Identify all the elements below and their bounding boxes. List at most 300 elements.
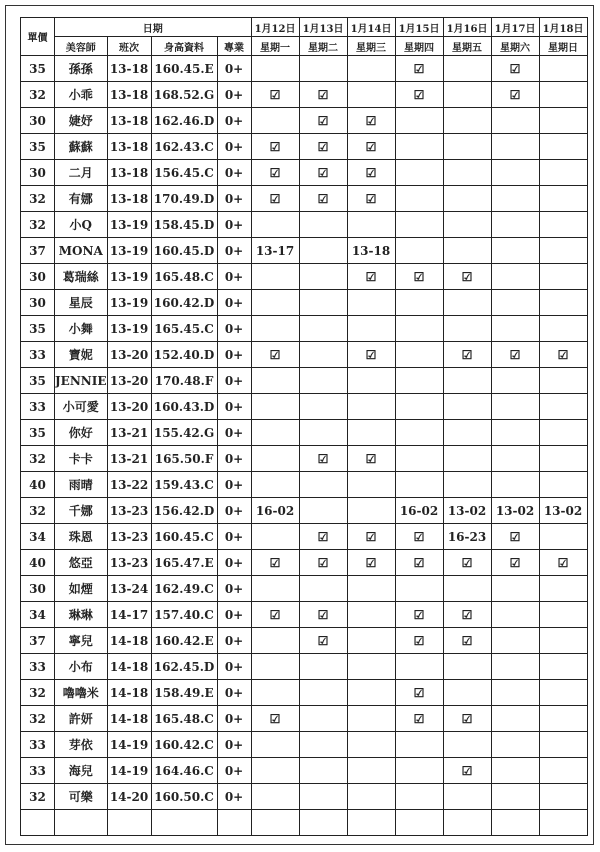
stylist-name-cell: MONA xyxy=(55,238,108,264)
measure-cell: 162.46.D xyxy=(151,108,217,134)
price-cell: 32 xyxy=(21,446,55,472)
schedule-cell xyxy=(251,446,299,472)
schedule-cell xyxy=(539,160,587,186)
table-row xyxy=(21,628,588,654)
schedule-cell xyxy=(395,186,443,212)
schedule-cell xyxy=(395,290,443,316)
checkbox-mark-cell: ☑ xyxy=(299,134,347,160)
table-row xyxy=(21,264,588,290)
schedule-cell xyxy=(299,264,347,290)
checkbox-mark-cell: ☑ xyxy=(443,264,491,290)
stylist-name-cell: 孫孫 xyxy=(55,56,108,82)
table-row xyxy=(21,550,588,576)
checkbox-mark-cell: ☑ xyxy=(395,56,443,82)
stylist-name-cell: 有娜 xyxy=(55,186,108,212)
checkbox-mark-cell: ☑ xyxy=(299,550,347,576)
checkbox-mark-cell: ☑ xyxy=(251,160,299,186)
checkbox-mark-cell: ☑ xyxy=(347,342,395,368)
schedule-cell xyxy=(395,212,443,238)
class-cell: 14-18 xyxy=(107,654,151,680)
empty-row xyxy=(21,810,588,836)
table-row xyxy=(21,290,588,316)
specialty-cell: 0+ xyxy=(217,784,251,810)
schedule-cell: 13-17 xyxy=(251,238,299,264)
schedule-cell xyxy=(251,56,299,82)
schedule-cell xyxy=(539,290,587,316)
stylist-name-cell: 芽依 xyxy=(55,732,108,758)
price-cell: 37 xyxy=(21,238,55,264)
specialty-cell: 0+ xyxy=(217,56,251,82)
schedule-cell xyxy=(491,784,539,810)
empty-cell xyxy=(107,810,151,836)
schedule-cell xyxy=(347,602,395,628)
class-cell: 13-19 xyxy=(107,290,151,316)
class-cell: 14-18 xyxy=(107,628,151,654)
measure-cell: 170.49.D xyxy=(151,186,217,212)
table-row xyxy=(21,680,588,706)
specialty-cell: 0+ xyxy=(217,160,251,186)
schedule-cell xyxy=(299,680,347,706)
stylist-name-cell: 寶妮 xyxy=(55,342,108,368)
schedule-cell xyxy=(251,394,299,420)
checkbox-mark-cell: ☑ xyxy=(443,342,491,368)
checkbox-mark-cell: ☑ xyxy=(251,550,299,576)
schedule-cell xyxy=(491,706,539,732)
schedule-cell xyxy=(299,238,347,264)
day-date-header: 1月13日 xyxy=(299,18,347,37)
specialty-cell: 0+ xyxy=(217,290,251,316)
checkbox-mark-cell: ☑ xyxy=(539,550,587,576)
specialty-cell: 0+ xyxy=(217,394,251,420)
date-group-header: 日期 xyxy=(55,18,252,37)
price-cell: 32 xyxy=(21,82,55,108)
schedule-cell xyxy=(443,212,491,238)
schedule-cell xyxy=(299,342,347,368)
schedule-cell xyxy=(395,238,443,264)
specialty-cell: 0+ xyxy=(217,316,251,342)
specialty-cell: 0+ xyxy=(217,186,251,212)
schedule-cell xyxy=(539,238,587,264)
empty-cell xyxy=(491,810,539,836)
schedule-cell xyxy=(443,420,491,446)
schedule-cell xyxy=(251,654,299,680)
schedule-table xyxy=(20,17,588,836)
schedule-cell xyxy=(491,134,539,160)
schedule-cell xyxy=(539,446,587,472)
schedule-cell xyxy=(443,472,491,498)
schedule-cell xyxy=(395,108,443,134)
price-cell: 40 xyxy=(21,550,55,576)
class-cell: 13-24 xyxy=(107,576,151,602)
class-cell: 13-21 xyxy=(107,420,151,446)
schedule-cell xyxy=(539,524,587,550)
schedule-cell xyxy=(539,680,587,706)
price-cell: 33 xyxy=(21,394,55,420)
measure-cell: 162.45.D xyxy=(151,654,217,680)
schedule-cell xyxy=(443,290,491,316)
class-cell: 13-19 xyxy=(107,212,151,238)
checkbox-mark-cell: ☑ xyxy=(299,160,347,186)
schedule-cell xyxy=(251,732,299,758)
schedule-cell xyxy=(395,654,443,680)
schedule-cell xyxy=(539,82,587,108)
class-cell: 13-20 xyxy=(107,394,151,420)
measure-cell: 160.45.C xyxy=(151,524,217,550)
table-row xyxy=(21,186,588,212)
class-cell: 13-18 xyxy=(107,186,151,212)
checkbox-mark-cell: ☑ xyxy=(395,264,443,290)
schedule-cell xyxy=(539,212,587,238)
checkbox-mark-cell: ☑ xyxy=(395,524,443,550)
schedule-cell xyxy=(443,576,491,602)
measure-cell: 158.45.D xyxy=(151,212,217,238)
class-header: 班次 xyxy=(107,37,151,56)
schedule-cell xyxy=(251,264,299,290)
checkbox-mark-cell: ☑ xyxy=(491,524,539,550)
schedule-cell xyxy=(251,628,299,654)
stylist-name-cell: 二月 xyxy=(55,160,108,186)
checkbox-mark-cell: ☑ xyxy=(299,82,347,108)
schedule-cell xyxy=(347,316,395,342)
schedule-cell xyxy=(443,316,491,342)
checkbox-mark-cell: ☑ xyxy=(251,706,299,732)
measure-cell: 160.42.D xyxy=(151,290,217,316)
checkbox-mark-cell: ☑ xyxy=(251,134,299,160)
schedule-cell xyxy=(395,758,443,784)
schedule-cell xyxy=(539,368,587,394)
schedule-cell xyxy=(491,628,539,654)
stylist-name-cell: 你好 xyxy=(55,420,108,446)
schedule-cell xyxy=(539,628,587,654)
table-row xyxy=(21,342,588,368)
class-cell: 13-20 xyxy=(107,368,151,394)
specialty-cell: 0+ xyxy=(217,758,251,784)
price-cell: 35 xyxy=(21,56,55,82)
specialty-cell: 0+ xyxy=(217,680,251,706)
empty-cell xyxy=(395,810,443,836)
empty-cell xyxy=(299,810,347,836)
checkbox-mark-cell: ☑ xyxy=(443,550,491,576)
class-cell: 14-19 xyxy=(107,758,151,784)
checkbox-mark-cell: ☑ xyxy=(299,186,347,212)
measure-cell: 162.49.C xyxy=(151,576,217,602)
price-cell: 32 xyxy=(21,680,55,706)
schedule-cell xyxy=(299,316,347,342)
price-cell: 33 xyxy=(21,342,55,368)
table-row xyxy=(21,602,588,628)
checkbox-mark-cell: ☑ xyxy=(395,680,443,706)
schedule-cell xyxy=(299,576,347,602)
schedule-cell xyxy=(539,56,587,82)
schedule-cell xyxy=(347,420,395,446)
weekday-header: 星期四 xyxy=(395,37,443,56)
table-row xyxy=(21,316,588,342)
schedule-cell xyxy=(443,160,491,186)
class-cell: 13-18 xyxy=(107,160,151,186)
schedule-cell: 16-02 xyxy=(395,498,443,524)
class-cell: 13-19 xyxy=(107,264,151,290)
schedule-cell xyxy=(251,680,299,706)
price-cell: 32 xyxy=(21,212,55,238)
measure-cell: 162.43.C xyxy=(151,134,217,160)
schedule-cell xyxy=(491,576,539,602)
empty-cell xyxy=(55,810,108,836)
schedule-cell xyxy=(539,108,587,134)
empty-cell xyxy=(347,810,395,836)
class-cell: 13-18 xyxy=(107,134,151,160)
specialty-cell: 0+ xyxy=(217,654,251,680)
measure-cell: 160.43.D xyxy=(151,394,217,420)
stylist-name-cell: 蘇蘇 xyxy=(55,134,108,160)
schedule-cell xyxy=(395,368,443,394)
specialty-header: 專業 xyxy=(217,37,251,56)
schedule-cell xyxy=(299,732,347,758)
schedule-cell xyxy=(299,472,347,498)
class-cell: 13-18 xyxy=(107,56,151,82)
table-row xyxy=(21,108,588,134)
schedule-cell xyxy=(491,602,539,628)
schedule-cell xyxy=(491,212,539,238)
table-row xyxy=(21,732,588,758)
schedule-cell xyxy=(443,56,491,82)
checkbox-mark-cell: ☑ xyxy=(299,628,347,654)
day-date-header: 1月15日 xyxy=(395,18,443,37)
schedule-cell xyxy=(251,212,299,238)
schedule-cell xyxy=(539,420,587,446)
schedule-cell xyxy=(251,472,299,498)
checkbox-mark-cell: ☑ xyxy=(299,108,347,134)
stylist-name-cell: 雨晴 xyxy=(55,472,108,498)
schedule-cell xyxy=(539,264,587,290)
price-cell: 34 xyxy=(21,524,55,550)
schedule-cell xyxy=(251,368,299,394)
day-date-header: 1月12日 xyxy=(251,18,299,37)
stylist-name-cell: 小可愛 xyxy=(55,394,108,420)
specialty-cell: 0+ xyxy=(217,498,251,524)
schedule-cell xyxy=(251,108,299,134)
schedule-cell xyxy=(395,446,443,472)
table-row xyxy=(21,160,588,186)
measure-cell: 170.48.F xyxy=(151,368,217,394)
schedule-cell xyxy=(299,784,347,810)
schedule-cell xyxy=(347,472,395,498)
schedule-cell xyxy=(491,264,539,290)
weekday-header-sunday: 星期日 xyxy=(539,37,587,56)
specialty-cell: 0+ xyxy=(217,238,251,264)
schedule-cell xyxy=(251,576,299,602)
schedule-cell xyxy=(443,238,491,264)
table-row xyxy=(21,498,588,524)
checkbox-mark-cell: ☑ xyxy=(443,602,491,628)
schedule-cell xyxy=(347,498,395,524)
schedule-cell xyxy=(251,290,299,316)
table-row xyxy=(21,420,588,446)
empty-cell xyxy=(539,810,587,836)
measure-cell: 168.52.G xyxy=(151,82,217,108)
empty-cell xyxy=(217,810,251,836)
price-cell: 33 xyxy=(21,654,55,680)
schedule-cell xyxy=(347,290,395,316)
schedule-cell: 13-18 xyxy=(347,238,395,264)
checkbox-mark-cell: ☑ xyxy=(299,602,347,628)
schedule-cell xyxy=(347,758,395,784)
table-row xyxy=(21,134,588,160)
schedule-cell xyxy=(347,784,395,810)
schedule-cell xyxy=(443,394,491,420)
schedule-cell xyxy=(491,394,539,420)
stylist-name-cell: 葛瑞絲 xyxy=(55,264,108,290)
schedule-cell: 16-23 xyxy=(443,524,491,550)
measure-cell: 160.50.C xyxy=(151,784,217,810)
stylist-name-cell: 小乖 xyxy=(55,82,108,108)
schedule-cell xyxy=(491,680,539,706)
price-cell: 35 xyxy=(21,368,55,394)
schedule-cell xyxy=(299,654,347,680)
price-cell: 35 xyxy=(21,316,55,342)
schedule-cell xyxy=(299,56,347,82)
schedule-cell xyxy=(395,394,443,420)
measure-cell: 160.42.E xyxy=(151,628,217,654)
class-cell: 13-23 xyxy=(107,550,151,576)
schedule-cell xyxy=(251,758,299,784)
schedule-cell xyxy=(347,82,395,108)
specialty-cell: 0+ xyxy=(217,628,251,654)
class-cell: 13-19 xyxy=(107,238,151,264)
price-cell: 33 xyxy=(21,732,55,758)
specialty-cell: 0+ xyxy=(217,524,251,550)
specialty-cell: 0+ xyxy=(217,420,251,446)
schedule-cell xyxy=(539,706,587,732)
checkbox-mark-cell: ☑ xyxy=(443,628,491,654)
schedule-cell xyxy=(299,212,347,238)
stylist-name-cell: 許妍 xyxy=(55,706,108,732)
schedule-cell xyxy=(539,576,587,602)
weekday-header-saturday: 星期六 xyxy=(491,37,539,56)
class-cell: 14-20 xyxy=(107,784,151,810)
checkbox-mark-cell: ☑ xyxy=(395,82,443,108)
day-date-header: 1月14日 xyxy=(347,18,395,37)
specialty-cell: 0+ xyxy=(217,576,251,602)
schedule-cell xyxy=(539,732,587,758)
specialty-cell: 0+ xyxy=(217,446,251,472)
checkbox-mark-cell: ☑ xyxy=(251,186,299,212)
price-cell: 32 xyxy=(21,186,55,212)
schedule-cell xyxy=(443,108,491,134)
table-row xyxy=(21,212,588,238)
measure-cell: 165.47.E xyxy=(151,550,217,576)
stylist-name-cell: 婕妤 xyxy=(55,108,108,134)
schedule-cell xyxy=(443,186,491,212)
checkbox-mark-cell: ☑ xyxy=(443,706,491,732)
day-date-header: 1月18日 xyxy=(539,18,587,37)
measure-cell: 160.45.E xyxy=(151,56,217,82)
table-row xyxy=(21,576,588,602)
schedule-cell: 13-02 xyxy=(443,498,491,524)
schedule-cell xyxy=(395,472,443,498)
price-header: 單價 xyxy=(21,18,55,56)
stylist-header: 美容師 xyxy=(55,37,108,56)
class-cell: 14-17 xyxy=(107,602,151,628)
schedule-cell xyxy=(347,680,395,706)
measure-header: 身高資料 xyxy=(151,37,217,56)
measure-cell: 165.48.C xyxy=(151,264,217,290)
stylist-name-cell: 可樂 xyxy=(55,784,108,810)
measure-cell: 165.48.C xyxy=(151,706,217,732)
schedule-cell xyxy=(347,56,395,82)
schedule-cell xyxy=(443,654,491,680)
specialty-cell: 0+ xyxy=(217,472,251,498)
day-date-header: 1月17日 xyxy=(491,18,539,37)
price-cell: 30 xyxy=(21,290,55,316)
schedule-cell xyxy=(443,732,491,758)
schedule-cell xyxy=(491,654,539,680)
schedule-cell xyxy=(443,446,491,472)
class-cell: 13-22 xyxy=(107,472,151,498)
class-cell: 14-19 xyxy=(107,732,151,758)
measure-cell: 156.42.D xyxy=(151,498,217,524)
measure-cell: 160.42.C xyxy=(151,732,217,758)
price-cell: 32 xyxy=(21,706,55,732)
price-cell: 30 xyxy=(21,576,55,602)
specialty-cell: 0+ xyxy=(217,550,251,576)
schedule-cell xyxy=(299,290,347,316)
price-cell: 37 xyxy=(21,628,55,654)
table-row xyxy=(21,706,588,732)
class-cell: 14-18 xyxy=(107,706,151,732)
schedule-cell xyxy=(491,368,539,394)
schedule-cell xyxy=(491,446,539,472)
checkbox-mark-cell: ☑ xyxy=(347,524,395,550)
stylist-name-cell: 千娜 xyxy=(55,498,108,524)
schedule-cell xyxy=(443,784,491,810)
class-cell: 13-21 xyxy=(107,446,151,472)
schedule-cell: 13-02 xyxy=(539,498,587,524)
schedule-cell xyxy=(251,420,299,446)
checkbox-mark-cell: ☑ xyxy=(395,602,443,628)
stylist-name-cell: 珠恩 xyxy=(55,524,108,550)
measure-cell: 152.40.D xyxy=(151,342,217,368)
schedule-cell xyxy=(251,524,299,550)
specialty-cell: 0+ xyxy=(217,368,251,394)
stylist-name-cell: 寧兒 xyxy=(55,628,108,654)
measure-cell: 158.49.E xyxy=(151,680,217,706)
stylist-name-cell: 海兒 xyxy=(55,758,108,784)
specialty-cell: 0+ xyxy=(217,134,251,160)
schedule-cell xyxy=(347,394,395,420)
stylist-name-cell: 嚕嚕米 xyxy=(55,680,108,706)
schedule-cell xyxy=(299,420,347,446)
checkbox-mark-cell: ☑ xyxy=(251,342,299,368)
schedule-cell xyxy=(299,706,347,732)
table-row xyxy=(21,524,588,550)
schedule-cell xyxy=(347,706,395,732)
stylist-name-cell: 小布 xyxy=(55,654,108,680)
table-row xyxy=(21,82,588,108)
stylist-name-cell: JENNIE xyxy=(55,368,108,394)
measure-cell: 155.42.G xyxy=(151,420,217,446)
schedule-cell xyxy=(347,732,395,758)
schedule-cell: 16-02 xyxy=(251,498,299,524)
schedule-cell xyxy=(299,758,347,784)
checkbox-mark-cell: ☑ xyxy=(347,160,395,186)
checkbox-mark-cell: ☑ xyxy=(347,134,395,160)
table-row xyxy=(21,56,588,82)
schedule-cell xyxy=(251,784,299,810)
schedule-cell xyxy=(539,758,587,784)
schedule-cell xyxy=(395,160,443,186)
table-row xyxy=(21,758,588,784)
schedule-cell xyxy=(347,368,395,394)
